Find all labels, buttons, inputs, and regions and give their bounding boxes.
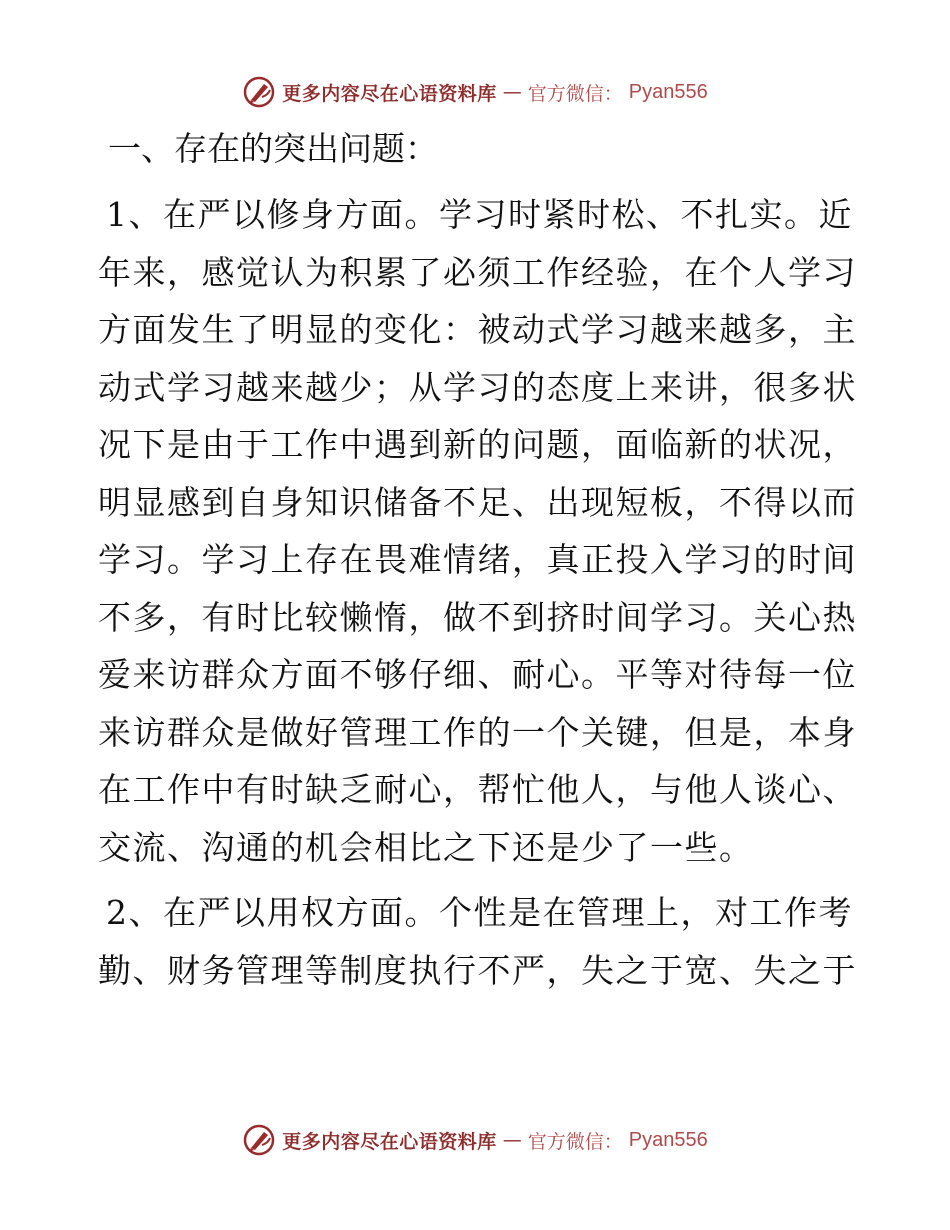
- text-line: 年来，感觉认为积累了必须工作经验，在个人学习: [98, 252, 857, 292]
- watermark-wechat-id: Pyan556: [628, 80, 708, 103]
- text-line: 在工作中有时缺乏耐心，帮忙他人，与他人谈心、: [98, 770, 857, 809]
- watermark-separator: —: [502, 81, 522, 103]
- paragraph-2: [98, 884, 857, 999]
- text-line: 方面发生了明显的变化：被动式学习越来越多，主: [98, 310, 857, 349]
- text-line: 来访群众是做好管理工作的一个关键，但是，本身: [98, 712, 857, 752]
- pen-logo-icon: [242, 75, 276, 109]
- watermark-wechat-id: Pyan556: [628, 1128, 708, 1151]
- text-line: 动式学习越来越少；从学习的态度上来讲，很多状: [98, 367, 857, 407]
- text-line: 学习。学习上存在畏难情绪，真正投入学习的时间: [98, 540, 857, 579]
- text-line: 2、在严以用权方面。个性是在管理上，对工作考: [106, 893, 853, 932]
- header-watermark: [0, 70, 950, 114]
- text-line: 1、在严以修身方面。学习时紧时松、不扎实。近: [106, 195, 853, 234]
- watermark-official-label: 官方微信：: [527, 1130, 623, 1153]
- watermark-official-label: 官方微信：: [527, 82, 623, 105]
- watermark-text: 更多内容尽在心语资料库: [282, 82, 497, 105]
- text-line: 勤、财务管理等制度执行不严，失之于宽、失之于: [98, 950, 857, 990]
- text-line: 爱来访群众方面不够仔细、耐心。平等对待每一位: [98, 655, 857, 694]
- text-line: 不多，有时比较懒惰，做不到挤时间学习。关心热: [98, 597, 857, 637]
- watermark-text: 更多内容尽在心语资料库: [282, 1130, 497, 1153]
- footer-watermark: [0, 1118, 950, 1162]
- paragraph-1: [98, 186, 857, 876]
- watermark-separator: —: [502, 1129, 522, 1151]
- text-line: 况下是由于工作中遇到新的问题，面临新的状况，: [98, 425, 857, 464]
- document-body: [98, 120, 857, 1007]
- section-heading: 一、存在的突出问题：: [108, 129, 438, 168]
- text-line: 交流、沟通的机会相比之下还是少了一些。: [98, 827, 754, 867]
- text-line: 明显感到自身知识储备不足、出现短板，不得以而: [98, 482, 857, 522]
- pen-logo-icon: [242, 1123, 276, 1157]
